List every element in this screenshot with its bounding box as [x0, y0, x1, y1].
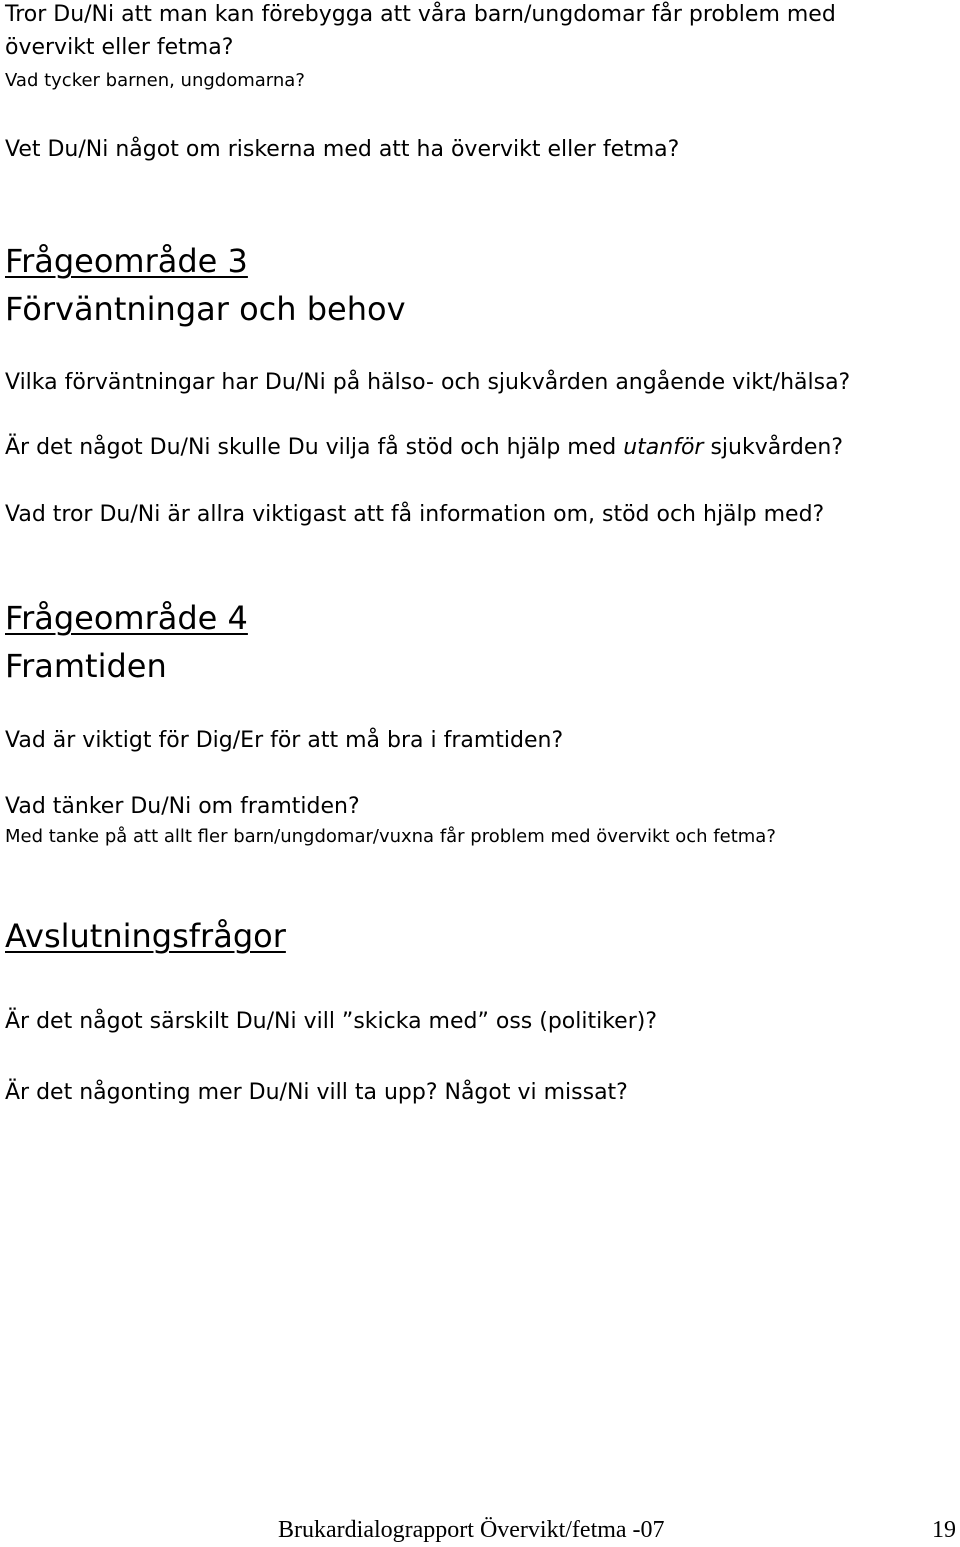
closing-heading: Avslutningsfrågor: [5, 917, 286, 955]
footer-page-number: 19: [932, 1517, 956, 1543]
section4-question-wellbeing: Vad är viktigt för Dig/Er för att må bra i framtiden?: [5, 728, 564, 753]
section3-heading: Frågeområde 3: [5, 242, 248, 280]
section3-q2-before: Är det något Du/Ni skulle Du vilja få stöd och hjälp med: [5, 435, 624, 460]
closing-question-message: Är det något särskilt Du/Ni vill ”skicka med” oss (politiker)?: [5, 1009, 658, 1034]
question-prevention-line1: Tror Du/Ni att man kan förebygga att våra barn/ungdomar får problem med: [5, 2, 836, 27]
closing-question-anything-else: Är det någonting mer Du/Ni vill ta upp? Något vi missat?: [5, 1080, 628, 1105]
section4-subtitle: Framtiden: [5, 647, 167, 685]
section3-question-information: Vad tror Du/Ni är allra viktigast att få information om, stöd och hjälp med?: [5, 502, 825, 527]
question-prevention-line2: övervikt eller fetma?: [5, 35, 234, 60]
section4-question-future: Vad tänker Du/Ni om framtiden?: [5, 794, 360, 819]
section4-heading: Frågeområde 4: [5, 599, 248, 637]
section3-question-support: [5, 437, 843, 459]
footer-report-title: Brukardialograpport Övervikt/fetma -07: [278, 1517, 665, 1543]
section4-question-future-sub: Med tanke på att allt fler barn/ungdomar/vuxna får problem med övervikt och fetma?: [5, 826, 776, 847]
section3-question-expectations: Vilka förväntningar har Du/Ni på hälso- och sjukvården angående vikt/hälsa?: [5, 370, 851, 395]
section3-subtitle: Förväntningar och behov: [5, 290, 406, 328]
section3-q2-after: sjukvården?: [703, 435, 843, 460]
question-prevention-subquestion: Vad tycker barnen, ungdomarna?: [5, 70, 305, 91]
question-risks: Vet Du/Ni något om riskerna med att ha övervikt eller fetma?: [5, 137, 680, 162]
section3-q2-italic: utanför: [623, 435, 704, 460]
